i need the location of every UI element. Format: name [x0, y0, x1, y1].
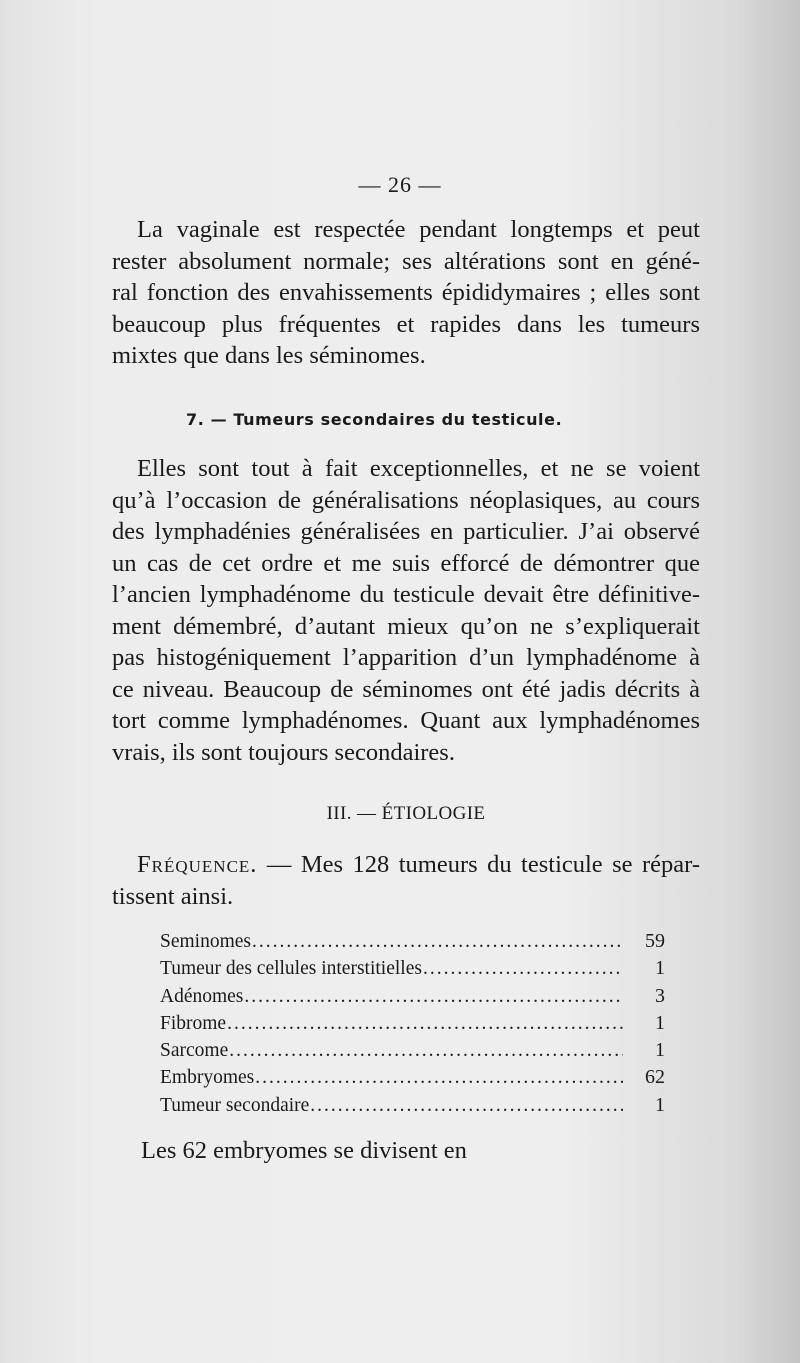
row-value: 62	[645, 1066, 665, 1089]
lead-rest: — Mes 128 tumeurs du testicule se répar-	[257, 851, 700, 878]
frequency-table	[160, 928, 665, 1119]
paragraph-tumeurs-secondaires	[112, 453, 700, 768]
row-label: Adénomes	[160, 985, 244, 1007]
table-row	[160, 928, 665, 955]
text-line: rester absolument normale; ses altérations sont en géné-	[112, 247, 700, 275]
page-number: — 26 —	[358, 172, 442, 197]
row-value: 3	[655, 984, 665, 1007]
leader-dots	[310, 1093, 623, 1119]
row-label: Seminomes	[160, 931, 251, 952]
row-label: Embryomes	[160, 1067, 255, 1089]
leader-dots	[229, 1038, 623, 1064]
section-heading: 7. — Tumeurs secondaires du testicule.	[186, 410, 563, 429]
lead-word: Fréquence.	[137, 851, 258, 878]
row-label: Tumeur secondaire	[160, 1094, 310, 1116]
text-line: ral fonction des envahissements épididymaires ; elles sont	[112, 279, 700, 306]
row-label: Fibrome	[160, 1012, 227, 1034]
table-row	[160, 1092, 665, 1119]
leader-dots	[227, 1011, 623, 1037]
text-line: pas histogéniquement l’apparition d’un lymphadénome à	[112, 644, 700, 671]
row-value: 1	[655, 957, 665, 980]
row-label: Sarcome	[160, 1040, 229, 1062]
text-line: qu’à l’occasion de généralisations néoplasiques, au cours	[112, 486, 700, 514]
table-row	[160, 983, 665, 1010]
text-line: un cas de cet ordre et me suis efforcé de démontrer que	[112, 549, 700, 577]
text-line: La vaginale est respectée pendant longtemps et peut	[137, 216, 700, 243]
text-line: tissent ainsi.	[112, 882, 234, 910]
leader-dots	[423, 956, 623, 982]
text-line: tort comme lymphadénomes. Quant aux lymphadénomes	[112, 707, 700, 734]
row-value: 1	[655, 1011, 665, 1034]
text-line: mixtes que dans les séminomes.	[112, 342, 426, 369]
leader-dots	[252, 929, 623, 955]
row-label: Tumeur des cellules interstitielles	[160, 958, 422, 980]
text-line: l’ancien lymphadénome du testicule devait être définitive-	[112, 581, 700, 608]
text-line: Elles sont tout à fait exceptionnelles, et ne se voient	[137, 455, 700, 482]
text-line: ment démembré, d’autant mieux qu’on ne s’expliquerait	[112, 612, 700, 640]
chapter-heading: III. — ÉTIOLOGIE	[326, 803, 486, 824]
closing-line: Les 62 embryomes se divisent en	[141, 1137, 467, 1164]
text-line: beaucoup plus fréquentes et rapides dans les tumeurs	[112, 310, 700, 338]
paragraph-vaginale	[112, 214, 700, 372]
table-row	[160, 1037, 665, 1064]
leader-dots	[244, 984, 623, 1010]
text-line	[112, 849, 700, 881]
text-line: ce niveau. Beaucoup de séminomes ont été jadis décrits à	[112, 675, 700, 703]
paragraph-frequence	[112, 849, 700, 912]
row-value: 59	[645, 930, 665, 952]
leader-dots	[255, 1065, 623, 1091]
table-row	[160, 1010, 665, 1037]
table-row	[160, 1064, 665, 1091]
text-line: des lymphadénies généralisées en particulier. J’ai observé	[112, 518, 700, 545]
table-row	[160, 955, 665, 982]
row-value: 1	[655, 1039, 665, 1062]
text-line: vrais, ils sont toujours secondaires.	[112, 738, 455, 766]
row-value: 1	[655, 1093, 665, 1116]
